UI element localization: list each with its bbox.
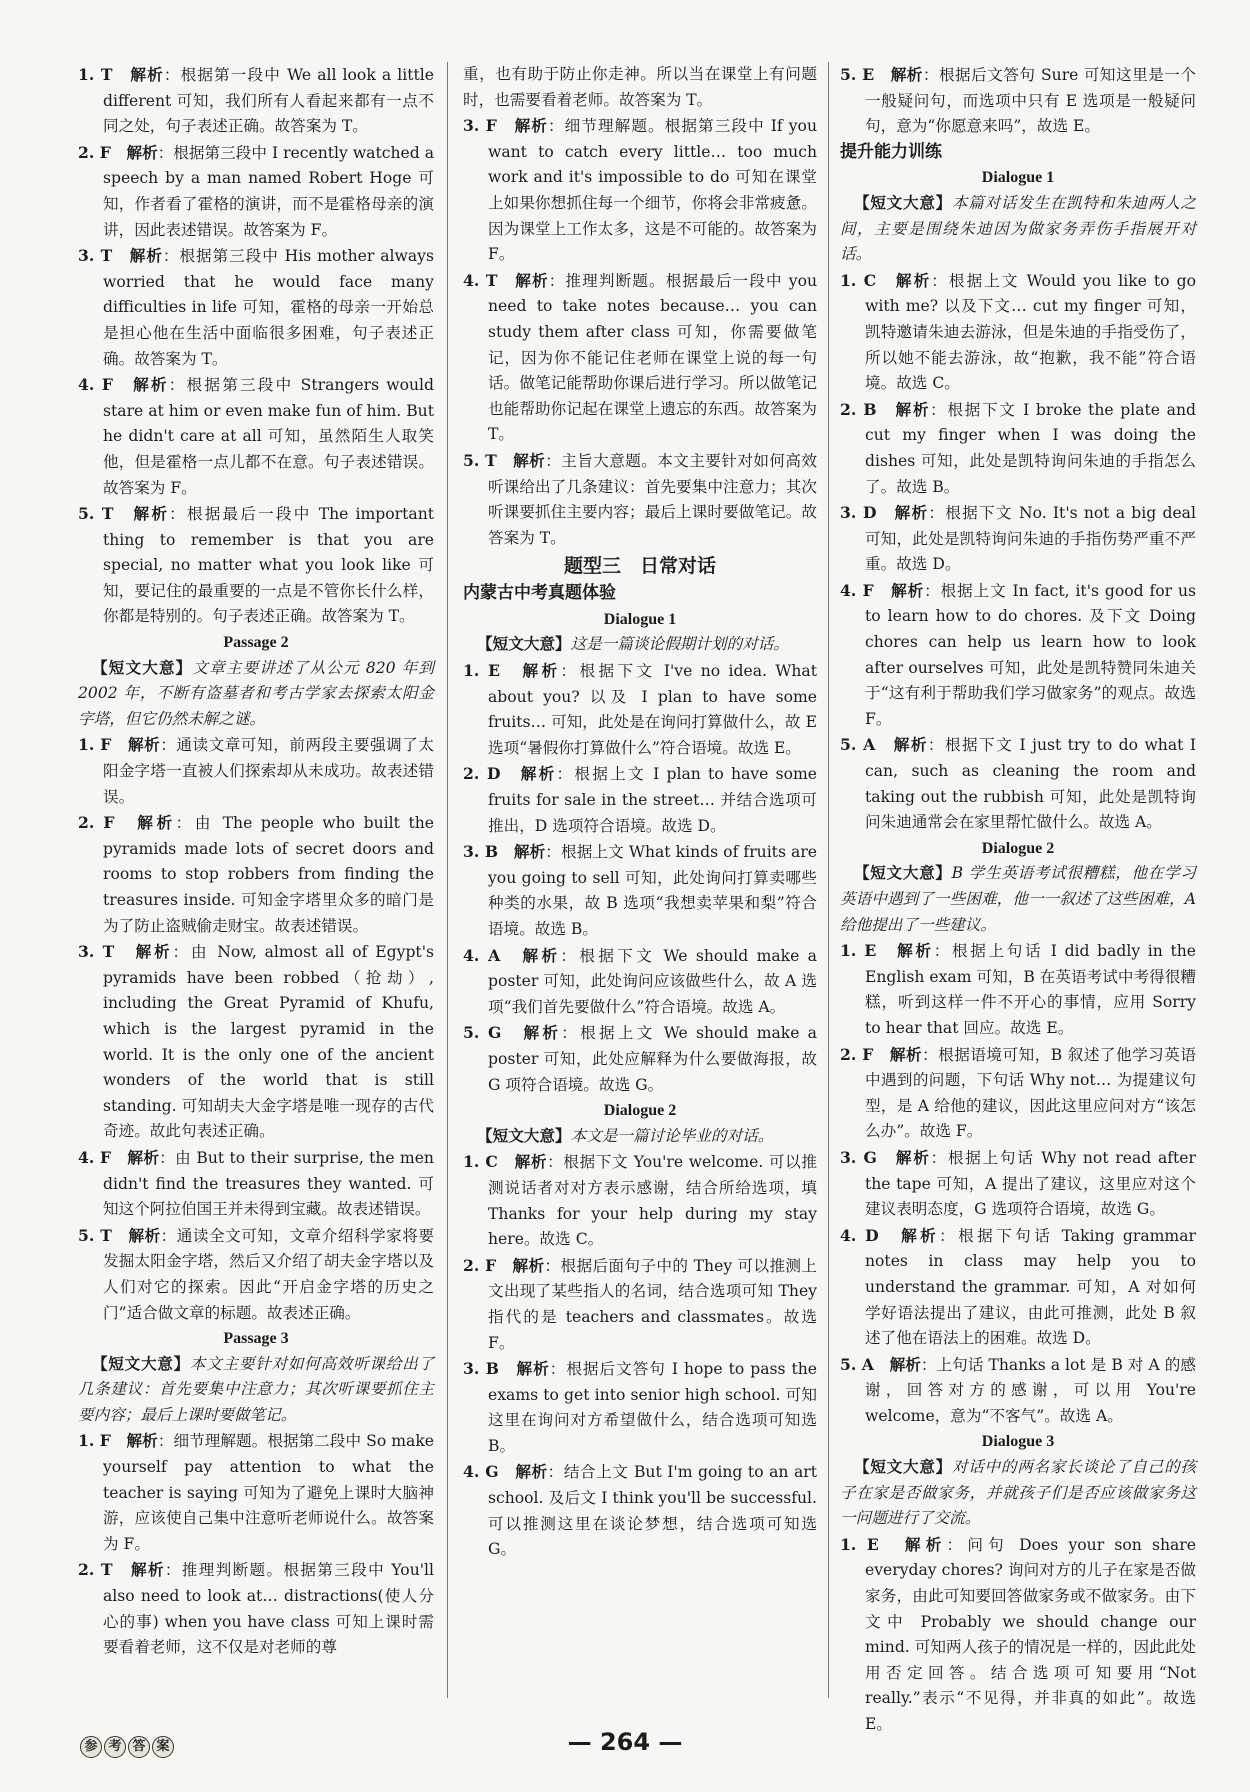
logo-char: 案	[152, 1736, 174, 1758]
logo-char: 考	[104, 1736, 126, 1758]
passage-heading: Passage 3	[223, 1330, 289, 1348]
answer-explanation: ：细节理解题。根据第二段中 So make yourself pay attention to what the teacher is saying 可知为了避免上课时大脑神游，应该使自己集中注意听老师说什么。故答案为 F。	[103, 1432, 434, 1553]
answer-explanation: ：根据后文答句 Sure 可知这里是一个一般疑问句，而选项中只有 E 选项是一般疑问句，意为“你愿意来吗”，故选 E。	[865, 66, 1196, 136]
answer-item	[840, 500, 1196, 578]
analysis-label: 解析	[516, 1359, 550, 1379]
analysis-label: 解析	[133, 504, 170, 524]
answer-item	[463, 113, 817, 268]
column-left	[78, 62, 434, 1661]
answer-item	[840, 1532, 1196, 1738]
analysis-label: 解析	[889, 1044, 923, 1064]
answer-explanation: ：根据上文 We should make a poster 可知，此处应解释为什么要做海报，故 G 项符合语境。故选 G。	[488, 1024, 817, 1094]
continued-text: 重，也有助于防止你走神。所以当在课堂上有问题时，也需要看着老师。故答案为 T。	[463, 65, 817, 109]
question-type-heading: 题型三 日常对话	[563, 555, 716, 578]
analysis-label: 解析	[523, 1023, 562, 1043]
analysis-label: 解析	[128, 1225, 161, 1245]
answer-number: 2. B	[840, 399, 877, 419]
analysis-label: 解析	[137, 813, 176, 833]
answer-explanation: ：根据下文 I broke the plate and cut my finger when I was doing the dishes 可知，此处是凯特询问朱迪的手指怎么了。故选 B。	[865, 400, 1196, 496]
answer-number: 1. E	[840, 941, 877, 961]
analysis-label: 解析	[901, 1225, 940, 1245]
answer-number: 5. A	[840, 735, 876, 755]
answer-number: 2. F	[78, 142, 111, 162]
answer-item	[463, 1149, 817, 1252]
answer-number: 4. F	[78, 1147, 112, 1167]
answer-item	[78, 501, 434, 630]
answer-number: 1. T	[78, 65, 113, 84]
analysis-label: 解析	[515, 270, 549, 290]
answer-item	[840, 1223, 1196, 1352]
answer-number: 4. T	[463, 270, 498, 290]
answer-explanation: ：根据后面句子中的 They 可以推测上文出现了某些指人的名词，结合选项可知 They 指代的是 teachers and classmates。故选 F。	[488, 1256, 817, 1352]
passage-heading: Dialogue 1	[981, 169, 1055, 187]
analysis-label: 解析	[891, 580, 925, 600]
summary-text: B 学生英语考试很糟糕，他在学习英语中遇到了一些困难，他一一叙述了这些困难，A 给他提出了一些建议。	[840, 864, 1196, 934]
summary-tag: 【短文大意】	[854, 1458, 952, 1477]
answer-item	[463, 839, 817, 942]
passage-summary	[463, 632, 817, 658]
passage-heading: Dialogue 2	[981, 839, 1055, 857]
answer-item	[463, 268, 817, 448]
answer-explanation: ：根据下文 I just try to do what I can, such as cleaning the room and taking out the rubbish 可知，此处是凯特询问朱迪通常会在家里帮忙做什么。故选 A。	[865, 736, 1196, 832]
section-heading: 提升能力训练	[840, 141, 942, 162]
answer-number: 2. D	[463, 764, 501, 784]
summary-text: 文章主要讲述了从公元 820 年到 2002 年，不断有盗墓者和考古学家去探索太阳金字塔，但它仍然未解之谜。	[78, 658, 434, 728]
answer-item	[78, 1428, 434, 1557]
answer-number: 3. B	[463, 842, 499, 862]
answer-number: 3. D	[840, 503, 877, 523]
answer-item	[840, 397, 1196, 500]
answer-item	[78, 372, 434, 501]
answer-number: 5. E	[840, 65, 875, 84]
answer-item	[78, 140, 434, 243]
analysis-label: 解析	[514, 116, 548, 136]
answer-number: 3. G	[840, 1147, 877, 1167]
answer-explanation: ：根据下文 I've no idea. What about you? 以及 I plan to have some fruits… 可知，此处是在询问打算做什么，故 E 选项“暑假你打算做什么”符合语境。故选 E。	[488, 662, 817, 757]
analysis-label: 解析	[135, 942, 173, 962]
passage-heading: Dialogue 2	[603, 1102, 677, 1120]
answer-item	[78, 62, 434, 140]
answer-item	[78, 732, 434, 810]
answer-explanation: ：根据下文 No. It's not a big deal 可知，此处是凯特询问朱迪的手指伤势严重不严重。故选 D。	[865, 504, 1196, 574]
answer-explanation: ：根据上文 In fact, it's good for us to learn how to do chores. 及下文 Doing chores can help us learn how to look after ourselves 可知，此处是凯特赞同朱迪关于“这有利于帮助我们学习做家务”的观点。故选 F。	[865, 581, 1196, 728]
answer-item	[463, 448, 817, 551]
section-heading: 内蒙古中考真题体验	[463, 583, 616, 604]
column-divider	[828, 62, 829, 1698]
passage-summary	[463, 1124, 817, 1150]
answer-number: 5. T	[463, 450, 497, 470]
answer-item	[78, 243, 434, 372]
answer-explanation: ：根据第三段中 I recently watched a speech by a man named Robert Hoge 可知，作者看了霍格的演讲，而不是霍格母亲的演讲，因此表述错误。故答案为 F。	[103, 143, 434, 239]
analysis-label: 解析	[126, 1431, 158, 1451]
analysis-label: 解析	[513, 842, 546, 862]
answer-number: 3. T	[78, 246, 113, 266]
answer-explanation: ：根据下句话 Taking grammar notes in class may help you to understand the grammar. 可知，A 对如何学好语法提出了建议，由此可推测，此处 B 叙述了他在语法上的困难。故选 D。	[865, 1226, 1196, 1348]
answer-explanation: ：主旨大意题。本文主要针对如何高效听课给出了几条建议：首先要集中注意力；其次听课要抓住主要内容；最后上课时要做笔记。故答案为 T。	[488, 451, 817, 547]
passage-summary	[78, 1352, 434, 1429]
summary-tag: 【短文大意】	[477, 1126, 571, 1145]
column-right	[840, 62, 1196, 1738]
page-number: — 264 —	[567, 1728, 683, 1756]
analysis-label: 解析	[889, 1354, 921, 1374]
analysis-label: 解析	[894, 503, 929, 523]
summary-tag: 【短文大意】	[92, 1354, 190, 1373]
answer-explanation: ：结合上文 But I'm going to an art school. 及后文 I think you'll be successful. 可以推测这里在谈论梦想，结合选项可知选 G。	[488, 1463, 817, 1559]
analysis-label: 解析	[129, 246, 163, 266]
passage-heading: Dialogue 3	[981, 1433, 1055, 1451]
answer-item	[840, 732, 1196, 835]
answer-explanation: ：推理判断题。根据最后一段中 you need to take notes because… you can study them after class 可知，你需要做笔记，因为你不能记住老师在课堂上说的每一句话。做笔记能帮助你课后进行学习。所以做笔记也能帮助你记起在课堂上遗忘的东西。故答案为 T。	[488, 271, 817, 444]
passage-heading: Dialogue 1	[603, 610, 677, 628]
answer-explanation: ：根据第一段中 We all look a little different 可知，我们所有人看起来都有一点不同之处，句子表述正确。故答案为 T。	[103, 66, 434, 136]
summary-text: 本文主要针对如何高效听课给出了几条建议：首先要集中注意力；其次听课要抓住主要内容；最后上课时要做笔记。	[78, 1354, 434, 1424]
answer-item	[840, 1042, 1196, 1145]
answer-item	[840, 578, 1196, 733]
answer-explanation: ：问句 Does your son share everyday chores? 询问对方的儿子在家是否做家务，由此可知要回答做家务或不做家务。由下文中 Probably we should change our mind. 可知两人孩子的情况是一样的，因此此处用否定回答。结合选项可知要用“Not really.”表示“不见得，并非真的如此”。故选 E。	[865, 1535, 1196, 1733]
answer-number: 2. F	[78, 813, 115, 833]
answer-explanation: ：根据下文 We should make a poster 可知，此处询问应该做些什么，故 A 选项“我们首先要做什么”符合语境。故选 A。	[488, 946, 817, 1016]
answer-item	[78, 1223, 434, 1326]
analysis-label: 解析	[130, 65, 164, 84]
answer-explanation: ：推理判断题。根据第三段中 You'll also need to look at… distractions(使人分心的事) when you have class 可知上课时需要看着老师，这不仅是对老师的尊	[103, 1561, 435, 1657]
analysis-label: 解析	[128, 735, 161, 755]
passage-summary	[840, 191, 1196, 268]
answer-explanation: ：根据最后一段中 The important thing to remember is that you are special, no matter what you look like 可知，要记住的最重要的一点是不管你长什么样，你都是特别的。句子表述正确。故答案为 T。	[103, 505, 435, 626]
answer-number: 1. F	[78, 735, 112, 755]
analysis-label: 解析	[514, 1152, 548, 1172]
answer-item	[78, 1145, 434, 1223]
answer-number: 5. G	[463, 1023, 502, 1043]
analysis-label: 解析	[126, 142, 158, 162]
passage-heading: Passage 2	[223, 634, 289, 652]
answer-item	[463, 943, 817, 1021]
answer-number: 5. T	[78, 504, 114, 524]
answer-explanation: ：根据上句话 Why not read after the tape 可知，A 提出了建议，这里应对这个建议表明态度，G 选项符合语境，故选 G。	[865, 1148, 1196, 1219]
answer-number: 3. T	[78, 942, 115, 962]
answer-explanation: ：根据后文答句 I hope to pass the exams to get into senior high school. 可知这里在询问对方希望做什么，结合选项可知选 B。	[488, 1360, 817, 1455]
answer-explanation: ：根据上文 What kinds of fruits are you going to sell 可知，此处询问打算卖哪些种类的水果，故 B 选项“我想卖苹果和梨”符合语境。故选 B。	[488, 843, 817, 938]
analysis-label: 解析	[130, 1560, 165, 1580]
answer-number: 2. F	[840, 1044, 874, 1064]
answer-number: 5. A	[840, 1354, 874, 1374]
answer-item	[840, 1352, 1196, 1430]
answer-item	[78, 1557, 434, 1660]
analysis-label: 解析	[522, 661, 561, 681]
analysis-label: 解析	[895, 270, 932, 290]
answer-explanation: ：由 But to their surprise, the men didn't find the treasures they wanted. 可知这个阿拉伯国王并未得到宝藏。故表述错误。	[103, 1148, 434, 1219]
summary-tag: 【短文大意】	[92, 658, 193, 677]
summary-tag: 【短文大意】	[477, 635, 571, 654]
logo-char: 参	[80, 1736, 102, 1758]
answer-explanation: ：由 The people who built the pyramids made lots of secret doors and rooms to stop robbers from finding the treasures inside. 可知金字塔里众多的暗门是为了防止盗贼偷走财宝。故表述错误。	[103, 814, 434, 935]
answer-number: 3. F	[463, 116, 497, 136]
answer-item	[463, 761, 817, 839]
answer-number: 4. F	[78, 375, 114, 395]
analysis-label: 解析	[904, 1534, 947, 1554]
column-middle	[463, 62, 817, 1563]
answer-item	[463, 1253, 817, 1356]
answer-explanation: ：根据第三段中 His mother always worried that he would face many difficulties in life 可知，霍格的母亲一开始总是担心他在生活中面临很多困难，句子表述正确。故答案为 T。	[103, 247, 434, 368]
answer-explanation: ：根据下文 You're welcome. 可以推测说话者对对方表示感谢，结合所给选项，填 Thanks for your help during my stay here。故选 C。	[488, 1153, 817, 1249]
answer-explanation: ：根据上文 Would you like to go with me? 以及下文… cut my finger 可知，凯特邀请朱迪去游泳，但是朱迪的手指受伤了，所以她不能去游泳，故“抱歉，我不能”符合语境。故选 C。	[865, 271, 1196, 393]
answer-number: 1. C	[463, 1152, 498, 1172]
answer-item	[840, 1145, 1196, 1223]
answer-number: 4. A	[463, 945, 501, 965]
answer-explanation: ：细节理解题。根据第三段中 If you want to catch every little… too much work and it's impossible to do 可知在课堂上如果你想抓住每一个细节，你将会非常疲惫。因为课堂上工作太多，这是不可能的。故答案为 F。	[488, 117, 817, 264]
answer-item	[463, 1356, 817, 1459]
answer-item	[463, 1459, 817, 1562]
analysis-label: 解析	[515, 1462, 548, 1482]
passage-summary	[78, 656, 434, 733]
analysis-label: 解析	[513, 450, 546, 470]
answer-number: 1. C	[840, 270, 877, 290]
analysis-label: 解析	[512, 1255, 545, 1275]
column-divider	[447, 62, 448, 1698]
analysis-label: 解析	[127, 1147, 160, 1167]
analysis-label: 解析	[133, 375, 169, 395]
logo-char: 答	[128, 1736, 150, 1758]
analysis-label: 解析	[897, 941, 934, 961]
summary-text: 这是一篇谈论假期计划的对话。	[570, 635, 789, 654]
analysis-label: 解析	[520, 764, 557, 784]
analysis-label: 解析	[895, 1147, 931, 1167]
answer-number: 1. F	[78, 1431, 111, 1451]
answer-number: 2. T	[78, 1560, 113, 1580]
answer-explanation: ：通读文章可知，前两段主要强调了太阳金字塔一直被人们探索却从未成功。故表述错误。	[103, 736, 434, 806]
summary-tag: 【短文大意】	[854, 864, 952, 883]
answer-explanation: ：上句话 Thanks a lot 是 B 对 A 的感谢，回答对方的感谢，可以用 You're welcome，意为“不客气”。故选 A。	[865, 1355, 1196, 1425]
answer-item	[840, 62, 1196, 140]
answer-explanation: ：根据上文 I plan to have some fruits for sale in the street… 并结合选项可推出，D 选项符合语境。故选 D。	[488, 765, 817, 835]
answer-item	[78, 939, 434, 1145]
answer-item	[840, 938, 1196, 1041]
analysis-label: 解析	[893, 735, 928, 755]
summary-tag: 【短文大意】	[854, 193, 952, 212]
answer-number: 1. E	[840, 1534, 879, 1554]
passage-summary	[840, 861, 1196, 938]
analysis-label: 解析	[895, 399, 931, 419]
analysis-label: 解析	[890, 65, 923, 84]
answer-number: 4. D	[840, 1225, 879, 1245]
answer-explanation: ：根据第三段中 Strangers would stare at him or even make fun of him. But he didn't care at all 可知，虽然陌生人取笑他，但是霍格一点儿都不在意。句子表述错误。故答案为 F。	[103, 376, 435, 497]
answer-item	[463, 1020, 817, 1098]
answer-number: 3. B	[463, 1359, 499, 1379]
answer-number: 1. E	[463, 661, 501, 681]
answer-explanation: ：根据上句话 I did badly in the English exam 可知，B 在英语考试中考得很糟糕，听到这样一件不开心的事情，应用 Sorry to hear that 回应。故选 E。	[865, 942, 1196, 1037]
answer-number: 4. G	[463, 1462, 499, 1482]
analysis-label: 解析	[522, 945, 561, 965]
summary-text: 本文是一篇讨论毕业的对话。	[570, 1126, 774, 1145]
answer-number: 2. F	[463, 1255, 497, 1275]
answer-explanation: ：根据语境可知，B 叙述了他学习英语中遇到的问题，下句话 Why not… 为提建议句型，是 A 给他的建议，因此这里应问对方“该怎么办”。故选 F。	[865, 1045, 1196, 1141]
answer-number: 4. F	[840, 580, 874, 600]
answer-explanation: ：通读全文可知，文章介绍科学家将要发掘太阳金字塔，然后又介绍了胡夫金字塔以及人们对它的探索。因此“开启金字塔的历史之门”适合做文章的标题。故表述正确。	[103, 1226, 434, 1322]
summary-text: 对话中的两名家长谈论了自己的孩子在家是否做家务，并就孩子们是否应该做家务这一问题进行了交流。	[840, 1458, 1196, 1528]
passage-summary	[840, 1455, 1196, 1532]
answer-explanation: ：由 Now, almost all of Egypt's pyramids have been robbed（抢劫）, including the Great Pyramid of Khufu, which is the largest pyramid in the world. It is the only one of the ancient wonders of the world that is still standing. 可知胡夫大金字塔是唯一现存的古代奇迹。故此句表述正确。	[103, 943, 434, 1141]
summary-text: 本篇对话发生在凯特和朱迪两人之间，主要是围绕朱迪因为做家务弄伤手指展开对话。	[840, 193, 1196, 264]
answer-item	[463, 658, 817, 761]
answer-item	[78, 810, 434, 939]
answer-item	[840, 268, 1196, 397]
answer-number: 5. T	[78, 1225, 112, 1245]
